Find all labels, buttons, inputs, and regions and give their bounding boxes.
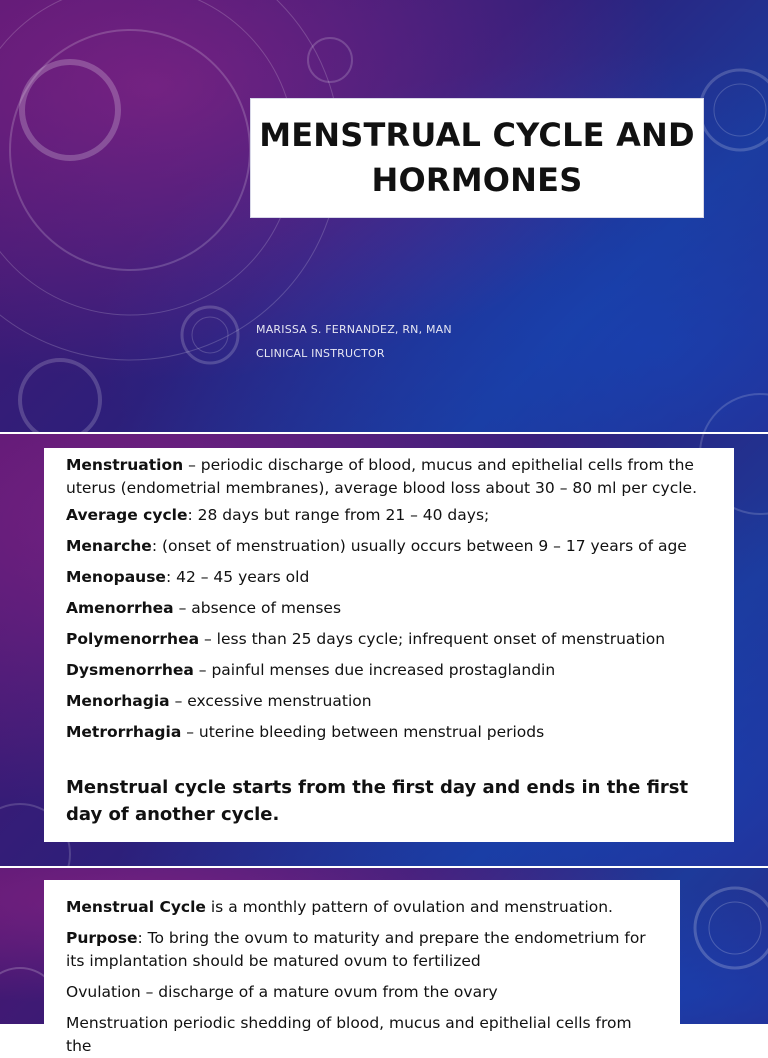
definition-item bbox=[66, 721, 712, 744]
definition-item bbox=[66, 535, 712, 558]
closing-statement: Menstrual cycle starts from the first day and ends in the first day of another cycle. bbox=[66, 777, 689, 825]
definition-item bbox=[66, 628, 712, 651]
definition-text: – periodic discharge of blood, mucus and epithelial cells from the uterus (endometrial membranes), average blood loss about 30 – 80 ml per cycle. bbox=[66, 456, 698, 497]
cycle-text: Ovulation – discharge of a mature ovum from the ovary bbox=[66, 983, 498, 1001]
presenter-name: MARISSA S. FERNANDEZ, RN, MAN bbox=[256, 323, 452, 336]
definition-item bbox=[66, 690, 712, 713]
definition-text: : 42 – 45 years old bbox=[165, 568, 310, 586]
definition-text: – uterine bleeding between menstrual periods bbox=[181, 723, 545, 741]
definition-item bbox=[66, 504, 712, 527]
definition-text: – absence of menses bbox=[173, 599, 342, 617]
cycle-line bbox=[66, 1012, 658, 1058]
definition-item bbox=[66, 454, 712, 500]
menstrual-cycle-slide bbox=[0, 868, 768, 1055]
definition-term: Amenorrhea bbox=[66, 599, 174, 617]
definition-term: Average cycle bbox=[66, 506, 188, 524]
cycle-line bbox=[66, 927, 658, 973]
definition-text: – excessive menstruation bbox=[169, 692, 372, 710]
cycle-text: Menstruation periodic shedding of blood, mucus and epithelial cells from the bbox=[66, 1014, 632, 1055]
definition-term: Menopause bbox=[66, 568, 166, 586]
definition-item bbox=[66, 597, 712, 620]
definition-text: : 28 days but range from 21 – 40 days; bbox=[187, 506, 490, 524]
definitions-slide bbox=[0, 434, 768, 866]
definition-item bbox=[66, 659, 712, 682]
cycle-text-box bbox=[44, 880, 680, 1055]
definition-item bbox=[66, 566, 712, 589]
definition-term: Polymenorrhea bbox=[66, 630, 200, 648]
definition-term: Menstruation bbox=[66, 456, 184, 474]
slide-title: MENSTRUAL CYCLE AND HORMONES bbox=[259, 116, 695, 199]
title-box bbox=[250, 98, 704, 218]
title-slide bbox=[0, 0, 768, 432]
presenter-role: CLINICAL INSTRUCTOR bbox=[256, 347, 385, 360]
definition-term: Dysmenorrhea bbox=[66, 661, 194, 679]
cycle-text: is a monthly pattern of ovulation and menstruation. bbox=[205, 898, 613, 916]
definition-term: Menorhagia bbox=[66, 692, 170, 710]
definition-term: Metrorrhagia bbox=[66, 723, 182, 741]
definition-term: Menarche bbox=[66, 537, 152, 555]
definition-text: – less than 25 days cycle; infrequent onset of menstruation bbox=[199, 630, 666, 648]
cycle-text: : To bring the ovum to maturity and prepare the endometrium for its implantation should be matured ovum to fertilized bbox=[66, 929, 646, 970]
definition-text: – painful menses due increased prostaglandin bbox=[193, 661, 556, 679]
definition-text: : (onset of menstruation) usually occurs between 9 – 17 years of age bbox=[151, 537, 687, 555]
cycle-term: Menstrual Cycle bbox=[66, 898, 206, 916]
cycle-term: Purpose bbox=[66, 929, 138, 947]
definitions-box bbox=[44, 448, 734, 842]
cycle-line bbox=[66, 981, 658, 1004]
cycle-line bbox=[66, 896, 658, 919]
